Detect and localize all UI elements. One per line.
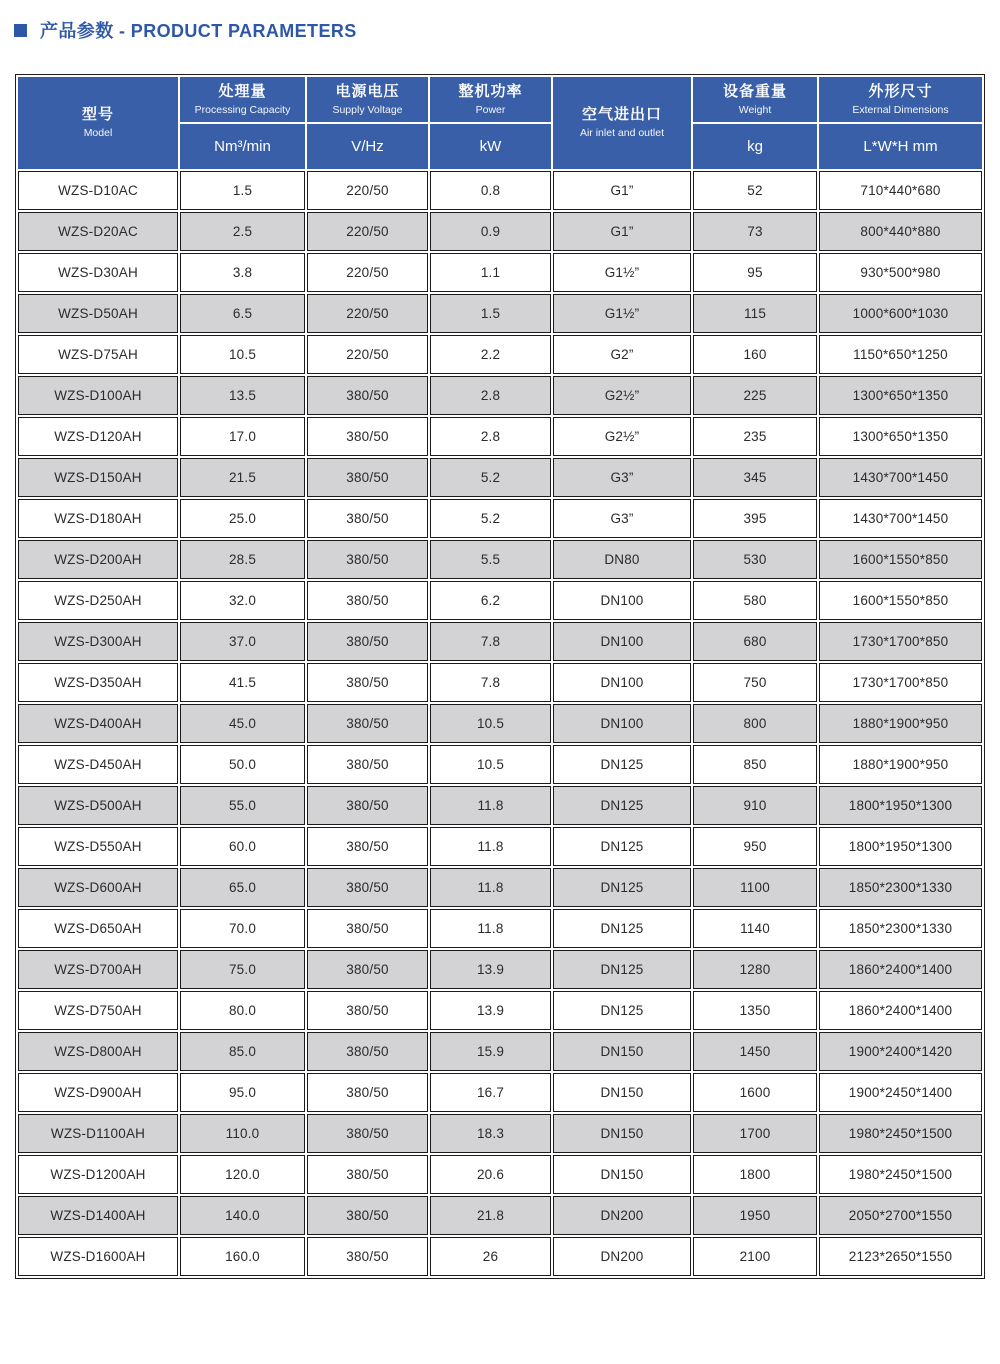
cell-dimensions: 1900*2450*1400: [819, 1073, 982, 1112]
table-row: [18, 704, 982, 743]
cell-capacity: 70.0: [180, 909, 305, 948]
cell-air-inlet-outlet: G1”: [553, 171, 691, 210]
cell-capacity: 3.8: [180, 253, 305, 292]
table-row: [18, 1155, 982, 1194]
table-row: [18, 1237, 982, 1276]
table-row: [18, 540, 982, 579]
cell-model: WZS-D1600AH: [18, 1237, 178, 1276]
cell-voltage: 380/50: [307, 499, 428, 538]
cell-voltage: 380/50: [307, 540, 428, 579]
cell-model: WZS-D700AH: [18, 950, 178, 989]
cell-air-inlet-outlet: G3”: [553, 499, 691, 538]
header-dimensions-en: External Dimensions: [852, 103, 949, 116]
cell-power: 6.2: [430, 581, 551, 620]
cell-model: WZS-D300AH: [18, 622, 178, 661]
header-voltage: [307, 77, 428, 122]
cell-voltage: 380/50: [307, 1032, 428, 1071]
header-weight-en: Weight: [738, 103, 772, 116]
cell-dimensions: 800*440*880: [819, 212, 982, 251]
cell-dimensions: 1730*1700*850: [819, 663, 982, 702]
cell-air-inlet-outlet: DN125: [553, 991, 691, 1030]
cell-air-inlet-outlet: DN125: [553, 868, 691, 907]
table-body: [18, 171, 982, 1276]
cell-dimensions: 1880*1900*950: [819, 745, 982, 784]
table-row: [18, 294, 982, 333]
cell-weight: 160: [693, 335, 817, 374]
cell-weight: 225: [693, 376, 817, 415]
cell-weight: 850: [693, 745, 817, 784]
header-row-titles: [18, 77, 982, 122]
cell-air-inlet-outlet: G1½”: [553, 294, 691, 333]
header-air-inlet-outlet-zh: 空气进出口: [581, 106, 662, 124]
cell-power: 1.1: [430, 253, 551, 292]
cell-power: 15.9: [430, 1032, 551, 1071]
cell-dimensions: 1980*2450*1500: [819, 1114, 982, 1153]
cell-power: 1.5: [430, 294, 551, 333]
cell-dimensions: 2123*2650*1550: [819, 1237, 982, 1276]
table-row: [18, 1073, 982, 1112]
cell-power: 11.8: [430, 909, 551, 948]
cell-weight: 95: [693, 253, 817, 292]
header-power: [430, 77, 551, 122]
cell-power: 7.8: [430, 663, 551, 702]
cell-model: WZS-D250AH: [18, 581, 178, 620]
cell-voltage: 380/50: [307, 868, 428, 907]
cell-power: 11.8: [430, 868, 551, 907]
cell-air-inlet-outlet: G1½”: [553, 253, 691, 292]
cell-weight: 395: [693, 499, 817, 538]
cell-weight: 1600: [693, 1073, 817, 1112]
cell-air-inlet-outlet: G2”: [553, 335, 691, 374]
table-row: [18, 253, 982, 292]
header-dimensions-unit: L*W*H mm: [819, 124, 982, 169]
cell-model: WZS-D50AH: [18, 294, 178, 333]
cell-voltage: 220/50: [307, 294, 428, 333]
cell-air-inlet-outlet: DN80: [553, 540, 691, 579]
cell-voltage: 380/50: [307, 1114, 428, 1153]
cell-dimensions: 1850*2300*1330: [819, 868, 982, 907]
cell-capacity: 2.5: [180, 212, 305, 251]
header-weight-zh: 设备重量: [722, 82, 787, 100]
cell-power: 11.8: [430, 786, 551, 825]
cell-power: 11.8: [430, 827, 551, 866]
cell-air-inlet-outlet: G2½”: [553, 417, 691, 456]
table-row: [18, 1114, 982, 1153]
cell-power: 20.6: [430, 1155, 551, 1194]
cell-capacity: 17.0: [180, 417, 305, 456]
page-title: 产品参数 - PRODUCT PARAMETERS: [40, 21, 357, 41]
cell-capacity: 85.0: [180, 1032, 305, 1071]
cell-power: 2.8: [430, 376, 551, 415]
cell-voltage: 380/50: [307, 663, 428, 702]
header-model: [18, 77, 178, 169]
cell-power: 2.8: [430, 417, 551, 456]
table-row: [18, 622, 982, 661]
cell-model: WZS-D750AH: [18, 991, 178, 1030]
cell-weight: 800: [693, 704, 817, 743]
cell-capacity: 28.5: [180, 540, 305, 579]
cell-air-inlet-outlet: DN125: [553, 950, 691, 989]
header-power-zh: 整机功率: [458, 82, 523, 100]
cell-weight: 1350: [693, 991, 817, 1030]
cell-capacity: 65.0: [180, 868, 305, 907]
header-air-inlet-outlet-en: Air inlet and outlet: [579, 127, 665, 140]
table-row: [18, 991, 982, 1030]
table-row: [18, 458, 982, 497]
header-power-unit: kW: [430, 124, 551, 169]
cell-dimensions: 1980*2450*1500: [819, 1155, 982, 1194]
cell-dimensions: 1800*1950*1300: [819, 786, 982, 825]
cell-voltage: 380/50: [307, 704, 428, 743]
cell-model: WZS-D75AH: [18, 335, 178, 374]
cell-weight: 580: [693, 581, 817, 620]
cell-dimensions: 1880*1900*950: [819, 704, 982, 743]
cell-dimensions: 1430*700*1450: [819, 458, 982, 497]
cell-dimensions: 1850*2300*1330: [819, 909, 982, 948]
cell-voltage: 220/50: [307, 212, 428, 251]
cell-dimensions: 1300*650*1350: [819, 417, 982, 456]
cell-air-inlet-outlet: DN125: [553, 909, 691, 948]
table-row: [18, 1032, 982, 1071]
header-weight-unit: kg: [693, 124, 817, 169]
cell-weight: 345: [693, 458, 817, 497]
cell-power: 13.9: [430, 991, 551, 1030]
cell-air-inlet-outlet: G3”: [553, 458, 691, 497]
cell-dimensions: 1600*1550*850: [819, 540, 982, 579]
cell-capacity: 41.5: [180, 663, 305, 702]
cell-air-inlet-outlet: DN125: [553, 786, 691, 825]
header-capacity-en: Processing Capacity: [194, 103, 291, 116]
cell-model: WZS-D30AH: [18, 253, 178, 292]
cell-voltage: 380/50: [307, 376, 428, 415]
cell-weight: 680: [693, 622, 817, 661]
cell-voltage: 220/50: [307, 335, 428, 374]
cell-air-inlet-outlet: DN200: [553, 1196, 691, 1235]
header-air-inlet-outlet: [553, 77, 691, 169]
cell-model: WZS-D550AH: [18, 827, 178, 866]
header-voltage-zh: 电源电压: [335, 82, 400, 100]
cell-capacity: 75.0: [180, 950, 305, 989]
cell-capacity: 25.0: [180, 499, 305, 538]
cell-voltage: 380/50: [307, 1237, 428, 1276]
cell-capacity: 80.0: [180, 991, 305, 1030]
cell-capacity: 10.5: [180, 335, 305, 374]
cell-air-inlet-outlet: DN100: [553, 663, 691, 702]
table-row: [18, 417, 982, 456]
cell-model: WZS-D180AH: [18, 499, 178, 538]
section-title: [14, 17, 985, 43]
cell-weight: 73: [693, 212, 817, 251]
cell-model: WZS-D500AH: [18, 786, 178, 825]
cell-dimensions: 1600*1550*850: [819, 581, 982, 620]
cell-voltage: 380/50: [307, 417, 428, 456]
table-row: [18, 663, 982, 702]
cell-model: WZS-D1100AH: [18, 1114, 178, 1153]
cell-capacity: 110.0: [180, 1114, 305, 1153]
cell-dimensions: 1430*700*1450: [819, 499, 982, 538]
table-row: [18, 745, 982, 784]
cell-power: 5.2: [430, 458, 551, 497]
cell-weight: 1800: [693, 1155, 817, 1194]
cell-power: 5.5: [430, 540, 551, 579]
header-voltage-en: Supply Voltage: [332, 103, 403, 116]
cell-weight: 1450: [693, 1032, 817, 1071]
cell-weight: 235: [693, 417, 817, 456]
table-row: [18, 581, 982, 620]
cell-power: 2.2: [430, 335, 551, 374]
cell-voltage: 380/50: [307, 991, 428, 1030]
cell-dimensions: 2050*2700*1550: [819, 1196, 982, 1235]
cell-capacity: 60.0: [180, 827, 305, 866]
cell-weight: 1140: [693, 909, 817, 948]
cell-voltage: 380/50: [307, 745, 428, 784]
cell-voltage: 380/50: [307, 622, 428, 661]
cell-weight: 1100: [693, 868, 817, 907]
cell-weight: 1280: [693, 950, 817, 989]
cell-weight: 2100: [693, 1237, 817, 1276]
table-row: [18, 171, 982, 210]
table-row: [18, 335, 982, 374]
product-parameters-table: [15, 74, 985, 1279]
table-row: [18, 499, 982, 538]
cell-power: 0.8: [430, 171, 551, 210]
cell-voltage: 220/50: [307, 171, 428, 210]
cell-power: 16.7: [430, 1073, 551, 1112]
cell-weight: 1950: [693, 1196, 817, 1235]
cell-dimensions: 710*440*680: [819, 171, 982, 210]
cell-capacity: 32.0: [180, 581, 305, 620]
cell-model: WZS-D450AH: [18, 745, 178, 784]
table-row: [18, 827, 982, 866]
cell-voltage: 380/50: [307, 827, 428, 866]
table-row: [18, 950, 982, 989]
cell-air-inlet-outlet: G1”: [553, 212, 691, 251]
cell-voltage: 380/50: [307, 1196, 428, 1235]
cell-air-inlet-outlet: DN150: [553, 1155, 691, 1194]
table-row: [18, 1196, 982, 1235]
cell-dimensions: 1860*2400*1400: [819, 991, 982, 1030]
header-dimensions-zh: 外形尺寸: [868, 82, 933, 100]
cell-dimensions: 1150*650*1250: [819, 335, 982, 374]
cell-power: 5.2: [430, 499, 551, 538]
cell-voltage: 380/50: [307, 1155, 428, 1194]
cell-power: 13.9: [430, 950, 551, 989]
cell-capacity: 95.0: [180, 1073, 305, 1112]
cell-capacity: 37.0: [180, 622, 305, 661]
cell-voltage: 380/50: [307, 458, 428, 497]
cell-weight: 910: [693, 786, 817, 825]
cell-capacity: 160.0: [180, 1237, 305, 1276]
cell-dimensions: 1800*1950*1300: [819, 827, 982, 866]
title-square-bullet-icon: [14, 24, 27, 37]
cell-model: WZS-D600AH: [18, 868, 178, 907]
cell-air-inlet-outlet: G2½”: [553, 376, 691, 415]
cell-capacity: 50.0: [180, 745, 305, 784]
cell-capacity: 140.0: [180, 1196, 305, 1235]
cell-air-inlet-outlet: DN125: [553, 745, 691, 784]
cell-capacity: 45.0: [180, 704, 305, 743]
cell-model: WZS-D350AH: [18, 663, 178, 702]
cell-air-inlet-outlet: DN100: [553, 704, 691, 743]
cell-model: WZS-D150AH: [18, 458, 178, 497]
cell-model: WZS-D1400AH: [18, 1196, 178, 1235]
cell-voltage: 380/50: [307, 1073, 428, 1112]
cell-model: WZS-D900AH: [18, 1073, 178, 1112]
header-capacity-unit: Nm³/min: [180, 124, 305, 169]
cell-voltage: 380/50: [307, 950, 428, 989]
cell-weight: 530: [693, 540, 817, 579]
cell-power: 21.8: [430, 1196, 551, 1235]
cell-dimensions: 930*500*980: [819, 253, 982, 292]
cell-model: WZS-D10AC: [18, 171, 178, 210]
cell-model: WZS-D120AH: [18, 417, 178, 456]
cell-dimensions: 1000*600*1030: [819, 294, 982, 333]
cell-air-inlet-outlet: DN200: [553, 1237, 691, 1276]
header-dimensions: [819, 77, 982, 122]
cell-model: WZS-D1200AH: [18, 1155, 178, 1194]
cell-power: 0.9: [430, 212, 551, 251]
cell-power: 10.5: [430, 745, 551, 784]
header-model-zh: 型号: [81, 106, 114, 124]
cell-dimensions: 1900*2400*1420: [819, 1032, 982, 1071]
cell-model: WZS-D650AH: [18, 909, 178, 948]
cell-power: 18.3: [430, 1114, 551, 1153]
cell-capacity: 120.0: [180, 1155, 305, 1194]
table-header: [18, 77, 982, 169]
cell-capacity: 55.0: [180, 786, 305, 825]
cell-dimensions: 1860*2400*1400: [819, 950, 982, 989]
cell-capacity: 21.5: [180, 458, 305, 497]
cell-air-inlet-outlet: DN125: [553, 827, 691, 866]
cell-air-inlet-outlet: DN150: [553, 1114, 691, 1153]
table-row: [18, 212, 982, 251]
table-row: [18, 376, 982, 415]
cell-weight: 52: [693, 171, 817, 210]
header-capacity: [180, 77, 305, 122]
header-power-en: Power: [475, 103, 506, 116]
cell-voltage: 220/50: [307, 253, 428, 292]
cell-model: WZS-D800AH: [18, 1032, 178, 1071]
cell-air-inlet-outlet: DN150: [553, 1032, 691, 1071]
cell-power: 10.5: [430, 704, 551, 743]
cell-air-inlet-outlet: DN100: [553, 622, 691, 661]
header-capacity-zh: 处理量: [218, 82, 267, 100]
header-weight: [693, 77, 817, 122]
cell-capacity: 1.5: [180, 171, 305, 210]
cell-model: WZS-D20AC: [18, 212, 178, 251]
cell-power: 7.8: [430, 622, 551, 661]
cell-voltage: 380/50: [307, 581, 428, 620]
cell-dimensions: 1300*650*1350: [819, 376, 982, 415]
cell-model: WZS-D200AH: [18, 540, 178, 579]
cell-weight: 1700: [693, 1114, 817, 1153]
table-row: [18, 909, 982, 948]
cell-air-inlet-outlet: DN100: [553, 581, 691, 620]
cell-voltage: 380/50: [307, 786, 428, 825]
cell-dimensions: 1730*1700*850: [819, 622, 982, 661]
cell-voltage: 380/50: [307, 909, 428, 948]
cell-weight: 115: [693, 294, 817, 333]
cell-capacity: 6.5: [180, 294, 305, 333]
cell-power: 26: [430, 1237, 551, 1276]
cell-model: WZS-D400AH: [18, 704, 178, 743]
header-voltage-unit: V/Hz: [307, 124, 428, 169]
cell-model: WZS-D100AH: [18, 376, 178, 415]
cell-air-inlet-outlet: DN150: [553, 1073, 691, 1112]
table-row: [18, 868, 982, 907]
cell-capacity: 13.5: [180, 376, 305, 415]
cell-weight: 750: [693, 663, 817, 702]
cell-weight: 950: [693, 827, 817, 866]
table-row: [18, 786, 982, 825]
header-model-en: Model: [83, 127, 113, 140]
